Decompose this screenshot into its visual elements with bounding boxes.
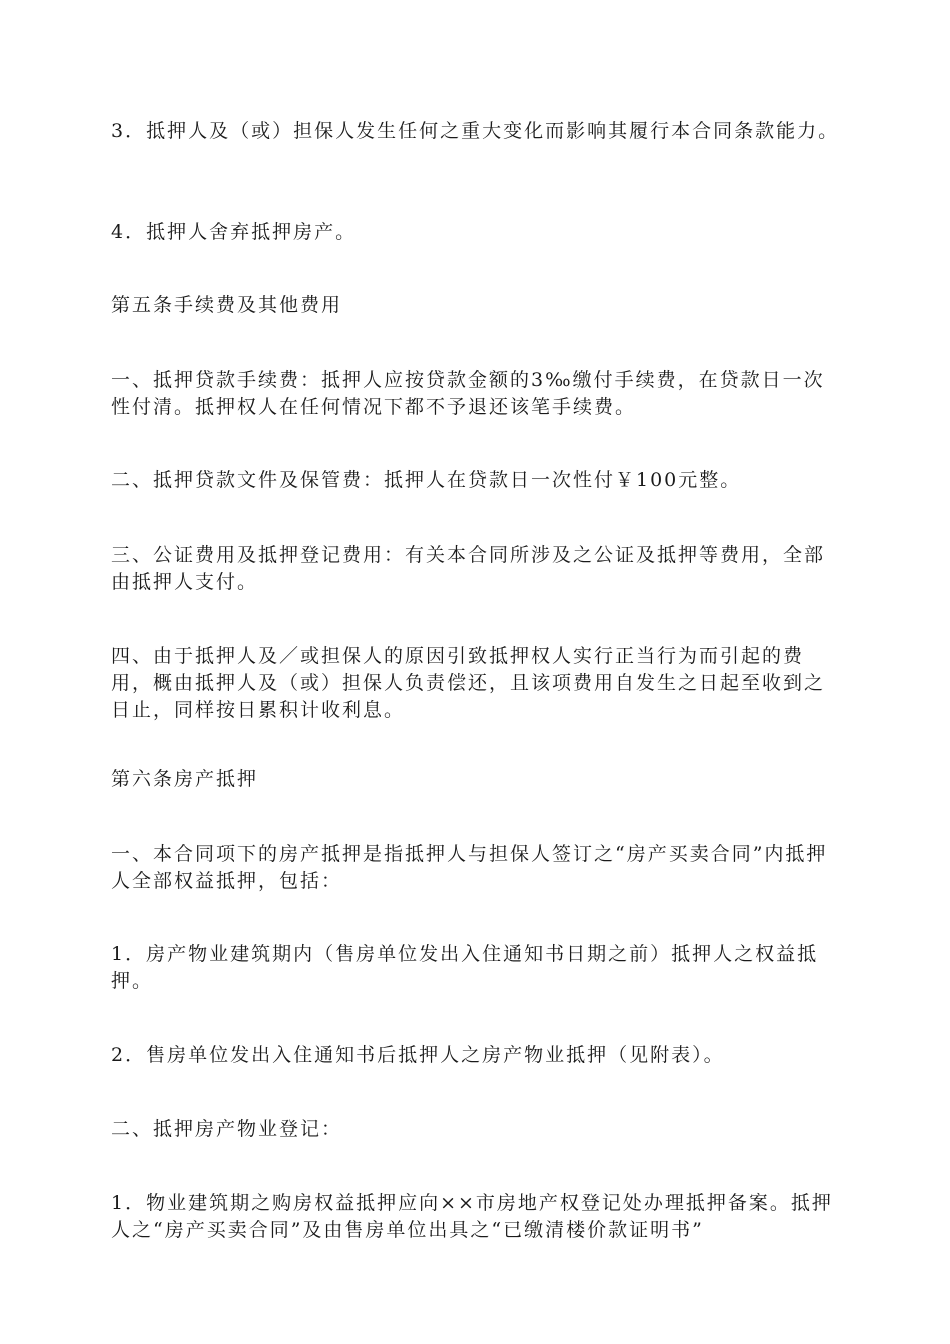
registration-item-1: 1．物业建筑期之购房权益抵押应向××市房地产权登记处办理抵押备案。抵押人之“房产买卖合同”及由售房单位出具之“已缴清楼价款证明书” [111, 1192, 833, 1241]
mortgage-item-2: 2．售房单位发出入住通知书后抵押人之房产物业抵押（见附表）。 [111, 1044, 725, 1066]
fee-paragraph-4: 四、由于抵押人及／或担保人的原因引致抵押权人实行正当行为而引起的费用，概由抵押人及（或）担保人负责偿还，且该项费用自发生之日起至收到之日止，同样按日累积计收利息。 [111, 645, 826, 721]
mortgage-item-1: 1．房产物业建筑期内（售房单位发出入住通知书日期之前）抵押人之权益抵押。 [111, 943, 819, 992]
fee-paragraph-3: 三、公证费用及抵押登记费用：有关本合同所涉及之公证及抵押等费用，全部由抵押人支付。 [111, 544, 826, 593]
article-6-heading: 第六条房产抵押 [111, 768, 259, 790]
mortgage-paragraph-1: 一、本合同项下的房产抵押是指抵押人与担保人签订之“房产买卖合同”内抵押人全部权益抵押，包括： [111, 843, 828, 892]
clause-paragraph-2: 4．抵押人舍弃抵押房产。 [111, 221, 357, 243]
registration-heading: 二、抵押房产物业登记： [111, 1118, 343, 1140]
clause-paragraph-1: 3．抵押人及（或）担保人发生任何之重大变化而影响其履行本合同条款能力。 [111, 120, 840, 142]
fee-paragraph-2: 二、抵押贷款文件及保管费：抵押人在贷款日一次性付￥100元整。 [111, 469, 742, 491]
fee-paragraph-1: 一、抵押贷款手续费：抵押人应按贷款金额的3‰缴付手续费，在贷款日一次性付清。抵押权人在任何情况下都不予退还该笔手续费。 [111, 369, 825, 418]
article-5-heading: 第五条手续费及其他费用 [111, 294, 343, 316]
